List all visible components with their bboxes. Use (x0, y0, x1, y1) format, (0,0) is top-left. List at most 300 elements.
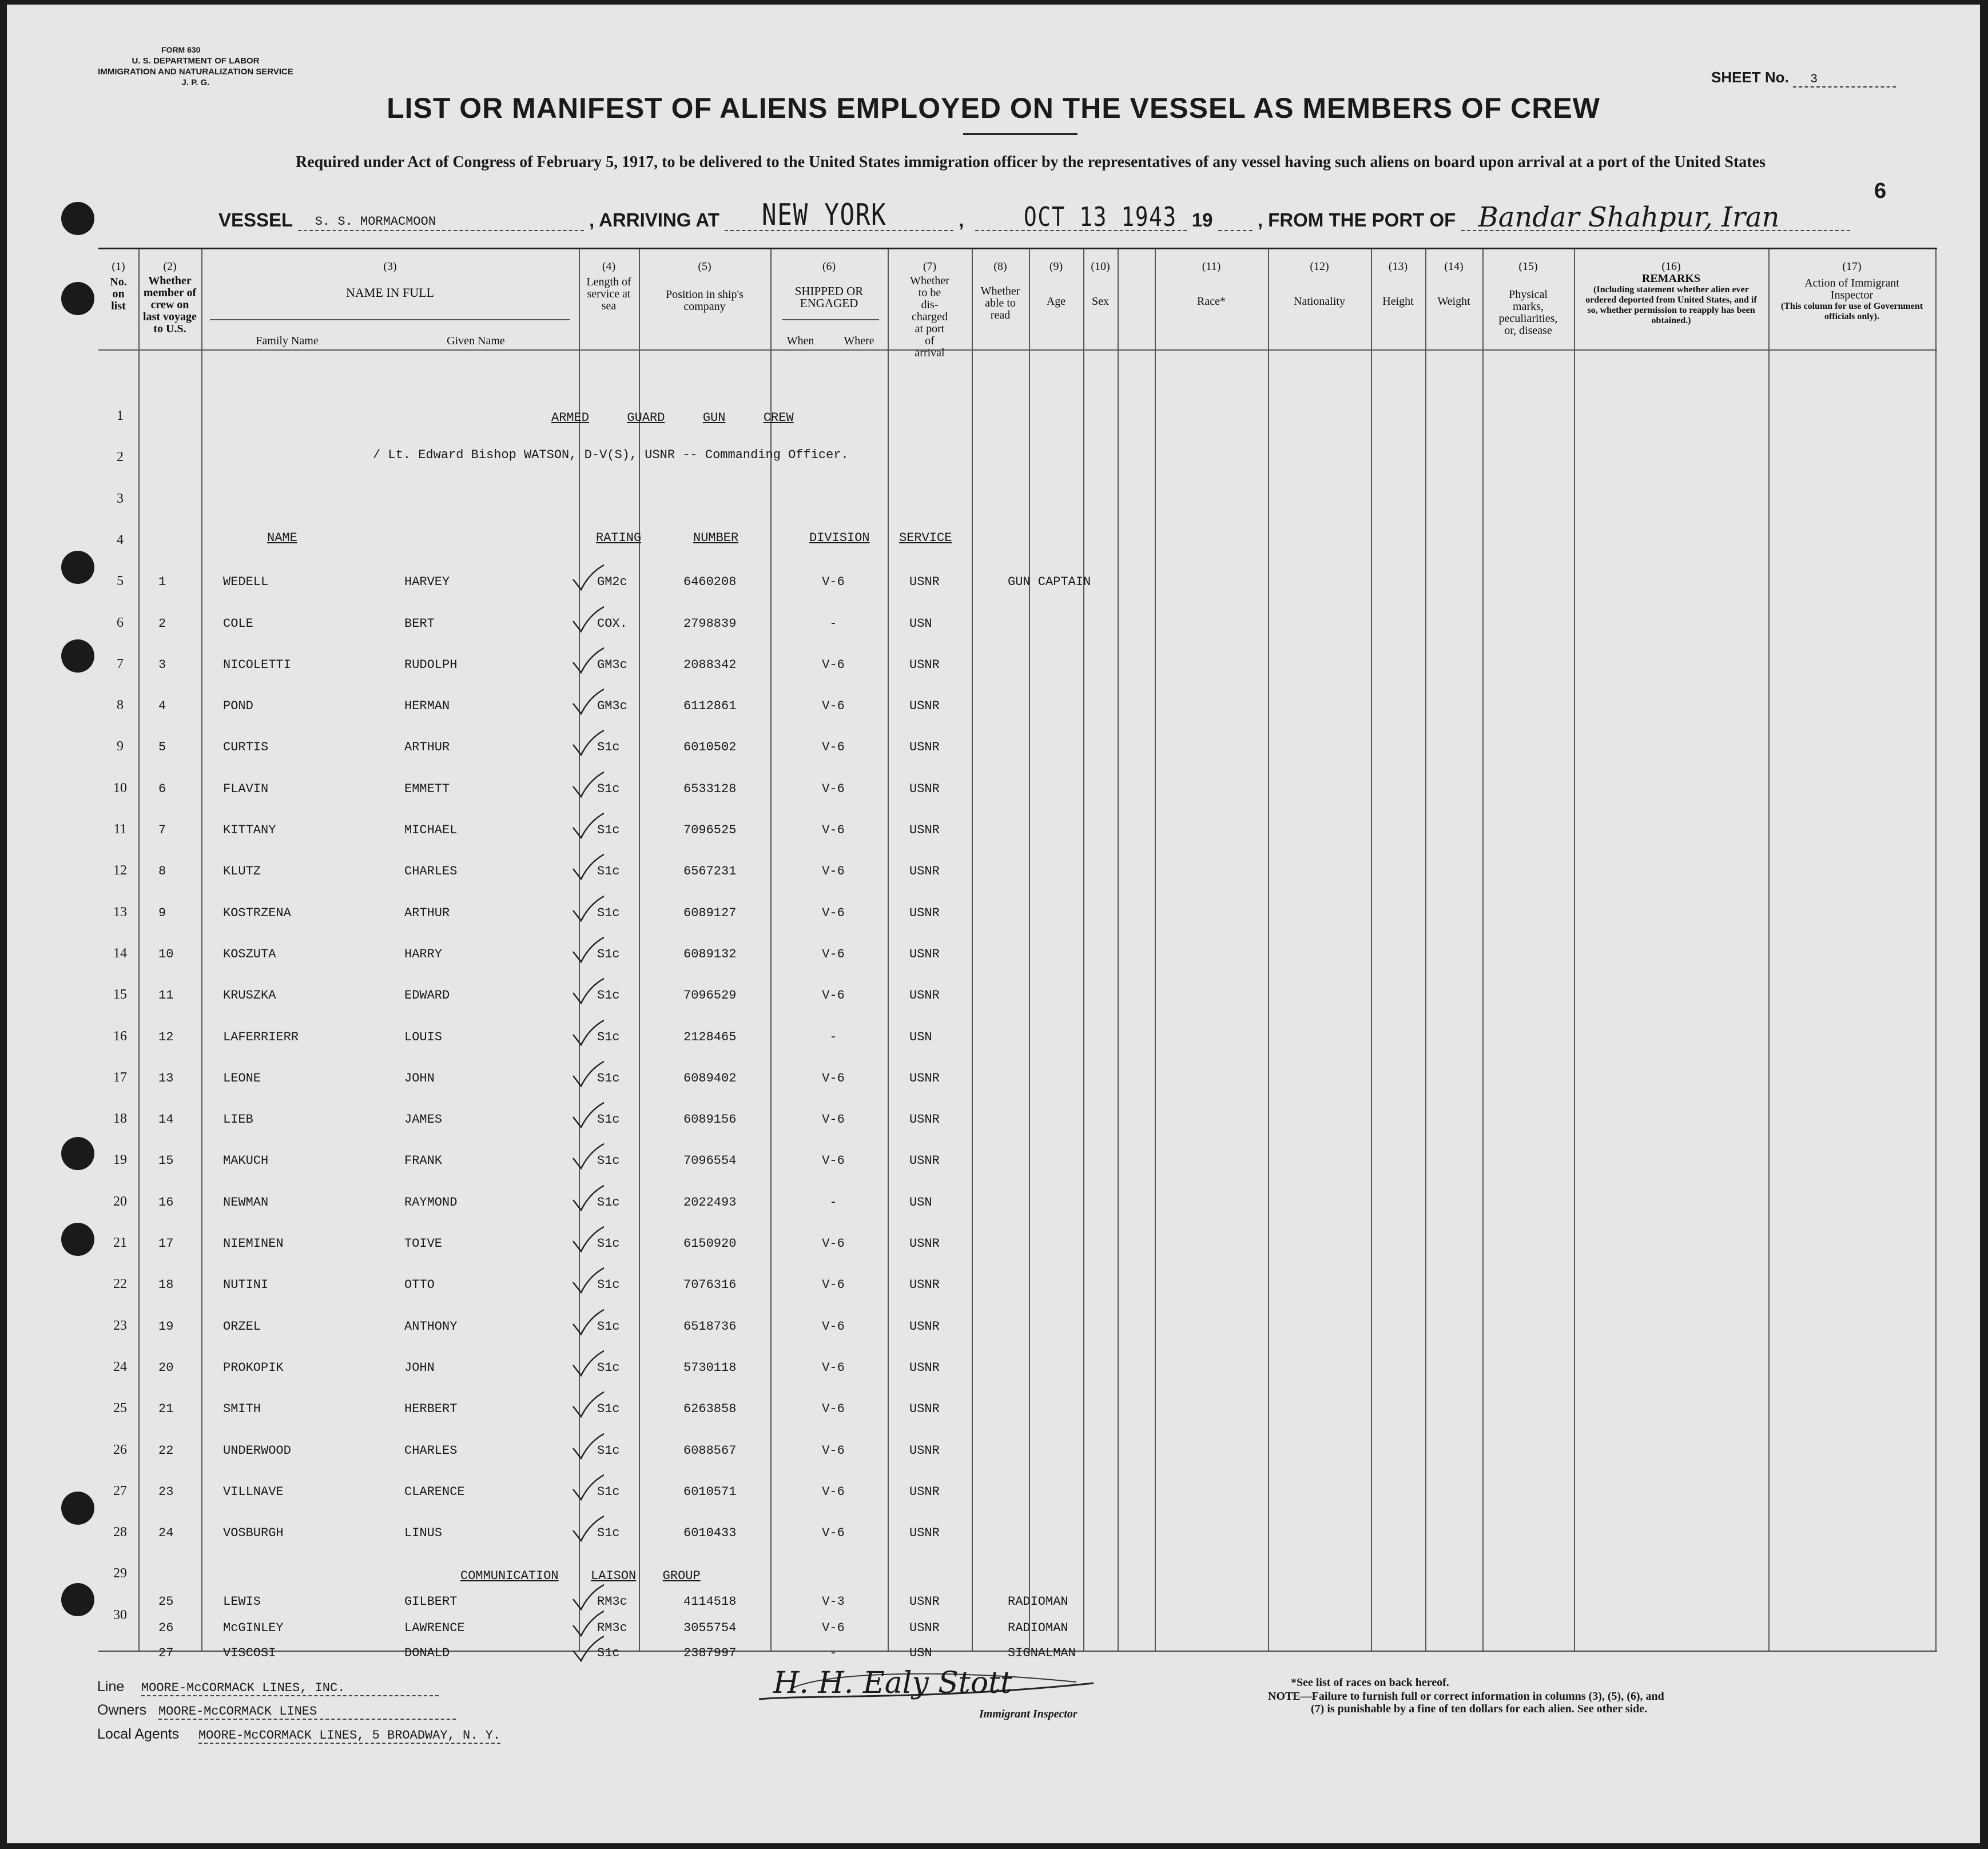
column-rule (888, 249, 889, 1651)
row-number: 15 (113, 987, 127, 1003)
section-heading-word: ARMED (551, 411, 590, 425)
given-name-subheader: Given Name (447, 335, 505, 347)
cell-given: BERT (404, 616, 435, 631)
section-heading (551, 411, 794, 425)
column-rule (201, 249, 202, 1651)
column-rule (1425, 249, 1426, 1651)
cell-family: NICOLETTI (223, 657, 291, 672)
cell-no: 21 (158, 1402, 174, 1417)
check-mark-icon (570, 769, 604, 801)
cell-service: USN (909, 1029, 932, 1044)
cell-no: 16 (158, 1195, 174, 1210)
col-9-header: (9) Age (1046, 260, 1066, 308)
cell-number: 6010433 (683, 1526, 737, 1541)
cell-family: VISCOSI (223, 1646, 276, 1660)
cell-remark: SIGNALMAN (1008, 1646, 1076, 1660)
when-subheader: When (786, 335, 814, 347)
year-label: 19 (1191, 209, 1213, 230)
cell-division: V-6 (822, 1154, 845, 1168)
cell-family: FLAVIN (223, 781, 269, 796)
cell-number: 6089127 (683, 905, 737, 920)
cell-division: V-6 (822, 1402, 845, 1417)
header-rule (98, 349, 1937, 351)
cell-no: 6 (158, 781, 166, 796)
cell-division: - (829, 1029, 837, 1044)
port-value: Bandar Shahpur, Iran (1478, 201, 1780, 233)
cell-no: 27 (158, 1646, 174, 1660)
col-4-header: (4) Length of service at sea (586, 260, 631, 312)
department-name: U. S. DEPARTMENT OF LABOR (132, 56, 260, 66)
check-mark-icon (570, 1183, 604, 1214)
races-note: *See list of races on back hereof. (1291, 1676, 1449, 1689)
cell-service: USNR (909, 1319, 940, 1334)
col-5-header: (5) Position in ship's company (666, 260, 743, 313)
punch-hole (61, 202, 94, 235)
row-number: 13 (113, 904, 127, 920)
cell-remark: RADIOMAN (1008, 1594, 1068, 1609)
port-label: , FROM THE PORT OF (1257, 209, 1456, 230)
cell-rating: S1c (597, 740, 620, 755)
col-13-header: (13) Height (1382, 260, 1414, 308)
check-mark-icon (570, 645, 604, 677)
cell-service: USNR (909, 1484, 940, 1499)
cell-division: V-6 (822, 699, 845, 714)
check-mark-icon (570, 810, 604, 842)
punch-hole (61, 1492, 94, 1525)
check-mark-icon (570, 1348, 604, 1379)
owners-label: Owners (97, 1702, 147, 1718)
section-heading-word: GUN (702, 411, 726, 425)
col-8-header: (8) Whether able to read (980, 260, 1020, 321)
cell-given: JOHN (404, 1360, 435, 1375)
cell-number: 2128465 (683, 1029, 737, 1044)
cell-service: USNR (909, 1594, 940, 1609)
cell-family: NUTINI (223, 1278, 269, 1293)
cell-rating: S1c (597, 1484, 620, 1499)
cell-number: 6089156 (683, 1112, 737, 1127)
cell-number: 6089402 (683, 1071, 737, 1085)
vessel-label: VESSEL (218, 209, 293, 230)
cell-rating: S1c (597, 1360, 620, 1375)
cell-number: 7076316 (683, 1278, 737, 1293)
signature-text: H. H. Ealy Stott (773, 1666, 1012, 1700)
cell-number: 6460208 (683, 575, 737, 590)
row-number: 17 (113, 1069, 127, 1085)
cell-given: TOIVE (404, 1236, 443, 1251)
vessel-line: VESSEL S. S. MORMACMOON , ARRIVING AT NEW YORK , OCT 13 1943 19 , FROM THE PORT OF Bandar Shahpur, Iran (218, 209, 1866, 231)
row-number: 21 (113, 1235, 127, 1250)
cell-division: V-6 (822, 988, 845, 1003)
port-field (1461, 201, 1850, 233)
cell-rating: S1c (597, 864, 620, 879)
cell-family: UNDERWOOD (223, 1443, 291, 1458)
section2-heading-word: GROUP (662, 1569, 701, 1583)
col-10-header: (10) Sex (1091, 260, 1110, 308)
cell-rating: S1c (597, 1112, 620, 1127)
line-field (97, 1679, 439, 1696)
column-rule (1118, 249, 1119, 1651)
cell-rating: S1c (597, 1154, 620, 1168)
cell-given: LAWRENCE (404, 1621, 465, 1635)
year-field (1218, 209, 1253, 231)
punch-hole (61, 1137, 94, 1170)
sheet-number (1711, 69, 1896, 88)
line-value: MOORE-McCORMACK LINES, INC. (141, 1681, 439, 1696)
cell-family: VILLNAVE (223, 1484, 284, 1499)
punch-hole (61, 639, 94, 673)
cell-number: 6010502 (683, 740, 737, 755)
cell-given: ARTHUR (404, 740, 450, 755)
cell-given: LINUS (404, 1526, 443, 1541)
check-mark-icon (570, 1265, 604, 1297)
row-number: 18 (113, 1111, 127, 1127)
cell-division: V-6 (822, 947, 845, 961)
cell-number: 6567231 (683, 864, 737, 879)
cell-no: 18 (158, 1278, 174, 1293)
cell-number: 5730118 (683, 1360, 737, 1375)
cell-division: V-6 (822, 1526, 845, 1541)
cell-division: V-6 (822, 740, 845, 755)
agents-field (97, 1726, 500, 1744)
cell-number: 4114518 (683, 1594, 737, 1609)
cell-service: USNR (909, 781, 940, 796)
check-mark-icon (570, 1141, 604, 1172)
section2-heading-word: COMMUNICATION (460, 1569, 559, 1583)
cell-number: 2088342 (683, 657, 737, 672)
cell-rating: GM3c (597, 657, 627, 672)
cell-number: 3055754 (683, 1621, 737, 1635)
cell-family: CURTIS (223, 740, 269, 755)
cell-number: 6533128 (683, 781, 737, 796)
shipped-subrule (782, 319, 879, 320)
column-rule (1574, 249, 1575, 1651)
check-mark-icon (570, 893, 604, 925)
cell-given: CLARENCE (404, 1484, 465, 1499)
cell-division: V-6 (822, 1071, 845, 1085)
date-value: OCT 13 1943 (1023, 201, 1177, 232)
cell-number: 6518736 (683, 1319, 737, 1334)
cell-number: 2022493 (683, 1195, 737, 1210)
cell-no: 25 (158, 1594, 174, 1609)
check-mark-icon (570, 935, 604, 966)
col-16-header: (16) REMARKS (Including statement whether alien ever ordered deported from United States, and if so, whether permission to reapply has been obtained.) (1585, 260, 1757, 325)
cell-no: 12 (158, 1029, 174, 1044)
cell-division: V-6 (822, 1621, 845, 1635)
cell-rating: S1c (597, 905, 620, 920)
check-mark-icon (570, 976, 604, 1007)
agents-label: Local Agents (97, 1726, 180, 1742)
cell-given: LOUIS (404, 1029, 443, 1044)
check-mark-icon (570, 1100, 604, 1131)
row-number: 30 (113, 1607, 127, 1623)
owners-field (97, 1702, 456, 1720)
cell-no: 1 (158, 575, 166, 590)
check-mark-icon (570, 1633, 604, 1665)
cell-no: 20 (158, 1360, 174, 1375)
column-rule (1482, 249, 1484, 1651)
cell-family: LAFERRIERR (223, 1029, 299, 1044)
cell-service: USNR (909, 1112, 940, 1127)
cell-rating: S1c (597, 1319, 620, 1334)
cell-division: V-6 (822, 864, 845, 879)
commanding-officer: / Lt. Edward Bishop WATSON, D-V(S), USNR -- Commanding Officer. (373, 448, 849, 462)
cell-given: CHARLES (404, 1443, 458, 1458)
cell-service: USNR (909, 575, 940, 590)
punch-hole (61, 1223, 94, 1256)
row-number: 24 (113, 1359, 127, 1374)
cell-no: 14 (158, 1112, 174, 1127)
cell-no: 26 (158, 1621, 174, 1635)
arriving-label: , ARRIVING AT (589, 209, 719, 230)
cell-division: V-6 (822, 1360, 845, 1375)
cell-number: 6112861 (683, 699, 737, 714)
cell-given: GILBERT (404, 1594, 458, 1609)
page-title: LIST OR MANIFEST OF ALIENS EMPLOYED ON THE VESSEL AS MEMBERS OF CREW (387, 92, 1600, 124)
cell-no: 11 (158, 988, 174, 1003)
row-number: 28 (113, 1525, 127, 1540)
sheet-value: 3 (1793, 72, 1896, 88)
penalty-note-2: (7) is punishable by a fine of ten dollars for each alien. See other side. (1311, 1703, 1648, 1715)
rating-colhead: RATING (596, 531, 642, 545)
form-code: J. P. G. (181, 78, 210, 88)
cell-no: 22 (158, 1443, 174, 1458)
cell-service: USNR (909, 1360, 940, 1375)
cell-no: 7 (158, 823, 166, 837)
cell-rating: S1c (597, 988, 620, 1003)
cell-number: 7096529 (683, 988, 737, 1003)
penalty-note-1: NOTE—Failure to furnish full or correct information in columns (3), (5), (6), and (1268, 1690, 1664, 1703)
col-14-header: (14) Weight (1437, 260, 1470, 308)
column-rule (1083, 249, 1084, 1651)
row-number: 3 (117, 491, 124, 506)
cell-given: DONALD (404, 1646, 450, 1660)
cell-rating: COX. (597, 616, 627, 631)
cell-service: USN (909, 1195, 932, 1210)
cell-service: USNR (909, 947, 940, 961)
cell-rating: RM3c (597, 1621, 627, 1635)
cell-given: HERBERT (404, 1402, 458, 1417)
cell-service: USNR (909, 1621, 940, 1635)
cell-division: V-6 (822, 1319, 845, 1334)
punch-hole (61, 282, 94, 315)
form-number: FORM 630 (161, 45, 201, 54)
cell-division: - (829, 1195, 837, 1210)
title-underline (963, 133, 1078, 135)
column-rule (1029, 249, 1030, 1651)
cell-number: 6089132 (683, 947, 737, 961)
row-number: 2 (117, 450, 124, 465)
check-mark-icon (570, 1431, 604, 1462)
cell-no: 19 (158, 1319, 174, 1334)
check-mark-icon (570, 604, 604, 635)
cell-no: 3 (158, 657, 166, 672)
section-heading-word: CREW (763, 411, 794, 425)
column-rule (972, 249, 973, 1651)
row-number: 20 (113, 1194, 127, 1209)
cell-no: 9 (158, 905, 166, 920)
col-2-header: (2) Whether member of crew on last voyage to U.S. (143, 260, 197, 335)
cell-service: USN (909, 1646, 932, 1660)
cell-family: McGINLEY (223, 1621, 284, 1635)
cell-family: COLE (223, 616, 253, 631)
row-number: 22 (113, 1277, 127, 1292)
section2-heading (460, 1569, 701, 1583)
cell-number: 2387997 (683, 1646, 737, 1660)
cell-rating: S1c (597, 1071, 620, 1085)
col-7-header: (7) Whether to be dis-charged at port of arrival (910, 260, 949, 359)
cell-family: KITTANY (223, 823, 276, 837)
column-rule (1371, 249, 1372, 1651)
row-number: 10 (113, 780, 127, 796)
margin-number: 6 (1874, 179, 1887, 203)
column-rule (1935, 249, 1937, 1651)
cell-division: V-6 (822, 1112, 845, 1127)
cell-service: USNR (909, 823, 940, 837)
cell-given: RUDOLPH (404, 657, 458, 672)
cell-family: SMITH (223, 1402, 261, 1417)
cell-family: LEWIS (223, 1594, 261, 1609)
punch-hole (61, 1583, 94, 1616)
cell-given: HARRY (404, 947, 443, 961)
family-name-subheader: Family Name (256, 335, 319, 347)
col-3-header: (3) NAME IN FULL (346, 260, 434, 300)
cell-division: V-6 (822, 1236, 845, 1251)
cell-service: USN (909, 616, 932, 631)
col-12-header: (12) Nationality (1294, 260, 1345, 308)
cell-service: USNR (909, 1526, 940, 1541)
cell-service: USNR (909, 1443, 940, 1458)
cell-division: V-6 (822, 781, 845, 796)
cell-given: OTTO (404, 1278, 435, 1293)
cell-no: 17 (158, 1236, 174, 1251)
cell-family: ORZEL (223, 1319, 261, 1334)
cell-division: V-6 (822, 1484, 845, 1499)
cell-division: - (829, 1646, 837, 1660)
check-mark-icon (570, 1472, 604, 1504)
cell-family: POND (223, 699, 253, 714)
check-mark-icon (570, 852, 604, 883)
cell-given: RAYMOND (404, 1195, 458, 1210)
row-number: 9 (117, 739, 124, 754)
column-rule (1155, 249, 1156, 1651)
cell-service: USNR (909, 1236, 940, 1251)
cell-rating: S1c (597, 1526, 620, 1541)
page-subtitle: Required under Act of Congress of February 5, 1917, to be delivered to the United States immigration officer by the representatives of any vessel having such aliens on board upon arrival at a port of the United States (296, 153, 1766, 171)
cell-service: USNR (909, 1402, 940, 1417)
row-number: 27 (113, 1483, 127, 1498)
manifest-page (7, 5, 1980, 1843)
cell-remark: RADIOMAN (1008, 1621, 1068, 1635)
column-rule (138, 249, 140, 1651)
col-15-header: (15) Physical marks, peculiarities, or, disease (1498, 260, 1558, 337)
check-mark-icon (570, 727, 604, 759)
cell-division: V-6 (822, 823, 845, 837)
cell-given: EDWARD (404, 988, 450, 1003)
cell-rating: S1c (597, 823, 620, 837)
cell-no: 24 (158, 1526, 174, 1541)
inspector-signature (756, 1666, 1099, 1712)
arriving-field (725, 198, 953, 232)
cell-family: MAKUCH (223, 1154, 269, 1168)
service-colhead: SERVICE (899, 531, 952, 545)
row-number: 25 (113, 1401, 127, 1416)
col-17-header: (17) Action of Immigrant Inspector (This column for use of Government officials only). (1780, 260, 1923, 321)
cell-number: 2798839 (683, 616, 737, 631)
cell-remark: GUN CAPTAIN (1008, 575, 1091, 590)
cell-given: HARVEY (404, 575, 450, 590)
cell-rating: RM3c (597, 1594, 627, 1609)
cell-family: KOSZUTA (223, 947, 276, 961)
row-number: 26 (113, 1442, 127, 1457)
row-number: 1 (117, 408, 124, 423)
agents-value: MOORE-McCORMACK LINES, 5 BROADWAY, N. Y. (198, 1728, 501, 1743)
cell-family: VOSBURGH (223, 1526, 284, 1541)
cell-rating: GM2c (597, 575, 627, 590)
cell-number: 6010571 (683, 1484, 737, 1499)
line-label: Line (97, 1679, 125, 1695)
check-mark-icon (570, 1307, 604, 1338)
cell-division: V-6 (822, 575, 845, 590)
cell-rating: S1c (597, 1029, 620, 1044)
cell-given: JAMES (404, 1112, 443, 1127)
cell-service: USNR (909, 864, 940, 879)
row-number: 5 (117, 574, 124, 589)
vessel-field (298, 209, 584, 231)
cell-family: LIEB (223, 1112, 253, 1127)
check-mark-icon (570, 562, 604, 594)
cell-division: V-6 (822, 1278, 845, 1293)
number-colhead: NUMBER (693, 531, 739, 545)
name-colhead: NAME (267, 531, 297, 545)
row-number: 23 (113, 1318, 127, 1333)
cell-division: V-3 (822, 1594, 845, 1609)
cell-service: USNR (909, 1278, 940, 1293)
check-mark-icon (570, 1513, 604, 1545)
vessel-value: S. S. MORMACMOON (315, 214, 436, 229)
cell-number: 6263858 (683, 1402, 737, 1417)
check-mark-icon (570, 1389, 604, 1421)
cell-given: HERMAN (404, 699, 450, 714)
cell-given: EMMETT (404, 781, 450, 796)
service-name: IMMIGRATION AND NATURALIZATION SERVICE (98, 67, 293, 77)
row-number: 29 (113, 1566, 127, 1581)
column-rule (1768, 249, 1770, 1651)
cell-rating: S1c (597, 1443, 620, 1458)
division-colhead: DIVISION (809, 531, 870, 545)
cell-service: USNR (909, 657, 940, 672)
row-number: 12 (113, 863, 127, 878)
cell-rating: GM3c (597, 699, 627, 714)
cell-division: V-6 (822, 657, 845, 672)
col-6-header: (6) SHIPPED OR ENGAGED (794, 260, 864, 310)
cell-rating: S1c (597, 947, 620, 961)
column-rule (1268, 249, 1269, 1651)
cell-family: KLUTZ (223, 864, 261, 879)
row-number: 8 (117, 698, 124, 713)
punch-hole (61, 551, 94, 584)
cell-family: KRUSZKA (223, 988, 276, 1003)
cell-number: 6088567 (683, 1443, 737, 1458)
check-mark-icon (570, 1059, 604, 1090)
check-mark-icon (570, 686, 604, 718)
row-number: 6 (117, 615, 124, 630)
cell-service: USNR (909, 988, 940, 1003)
cell-family: NEWMAN (223, 1195, 269, 1210)
cell-given: FRANK (404, 1154, 443, 1168)
cell-division: V-6 (822, 1443, 845, 1458)
cell-family: WEDELL (223, 575, 269, 590)
cell-family: KOSTRZENA (223, 905, 291, 920)
